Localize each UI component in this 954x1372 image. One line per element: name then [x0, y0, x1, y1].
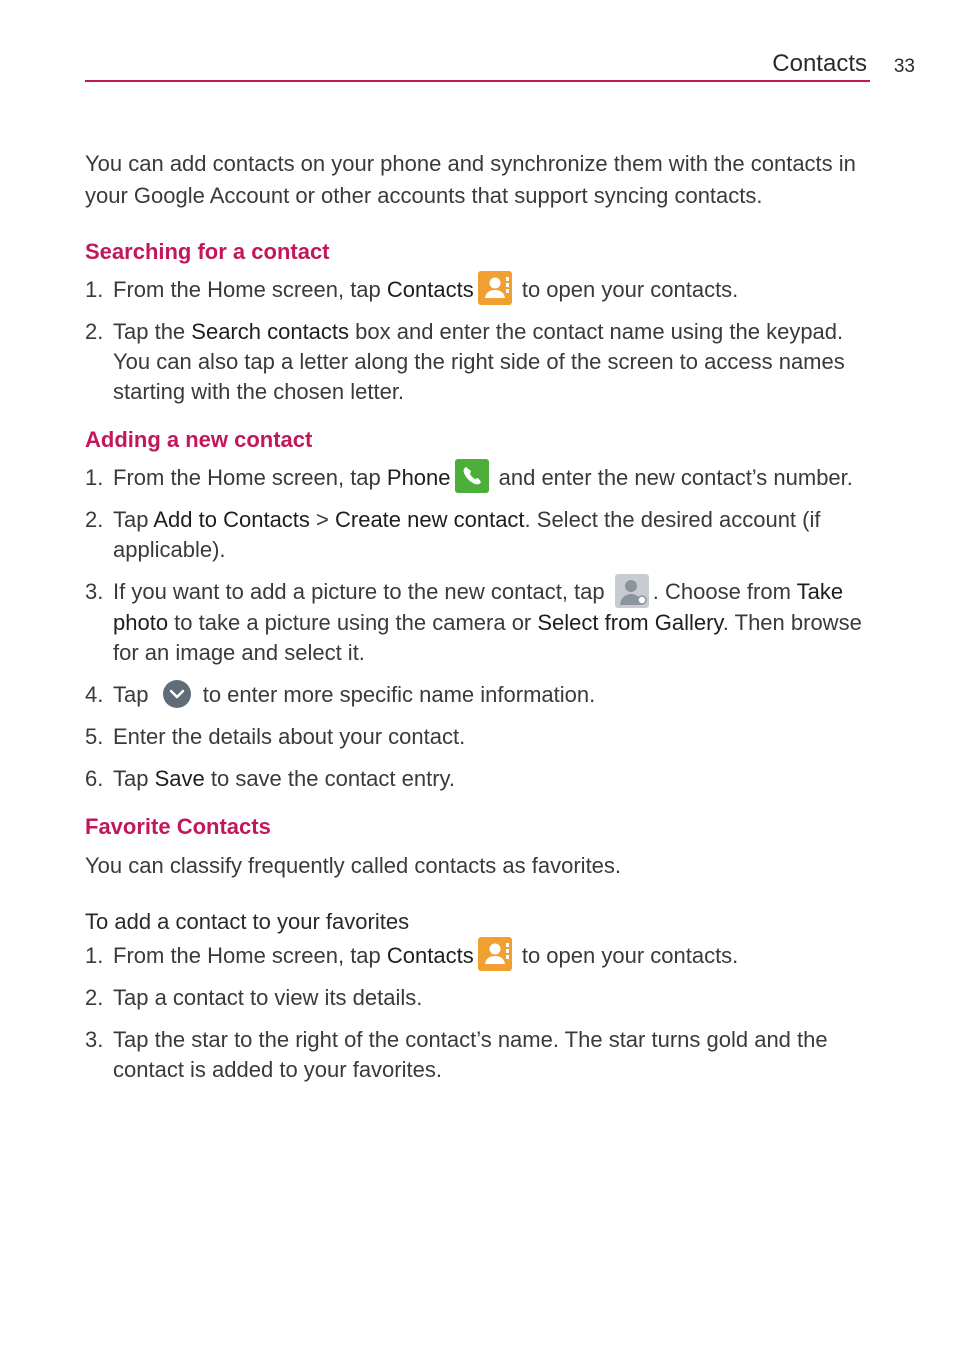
list-item: 6. Tap Save to save the contact entry.: [85, 765, 456, 791]
contact-photo-icon: [615, 574, 649, 608]
page-content: [85, 148, 875, 1103]
searching-steps: [85, 275, 875, 407]
list-item: 2. Tap a contact to view its details.: [85, 985, 423, 1011]
list-item: 4. Tap to enter more specific name information.: [85, 681, 596, 707]
header-rule: [85, 80, 870, 82]
heading-adding: Adding a new contact: [85, 427, 313, 453]
list-item: 1. From the Home screen, tap Phone and enter the new contact’s number.: [85, 463, 875, 493]
contacts-app-icon: [478, 271, 512, 305]
list-item: 1. From the Home screen, tap Contacts to open your contacts.: [85, 275, 875, 305]
heading-favorites: Favorite Contacts: [85, 813, 271, 839]
intro-paragraph: You can add contacts on your phone and synchronize them with the contacts in your Google Account or other accounts that support syncing contacts.: [85, 151, 856, 208]
section-adding: [85, 425, 875, 793]
list-item: 5. Enter the details about your contact.: [85, 723, 466, 749]
section-searching: [85, 237, 875, 407]
list-item: 1. From the Home screen, tap Contacts to open your contacts.: [85, 941, 875, 971]
phone-app-icon: [455, 459, 489, 493]
page-number: 33: [893, 56, 915, 77]
favorites-intro: You can classify frequently called contacts as favorites.: [85, 852, 622, 878]
header-title: Contacts: [772, 50, 867, 77]
list-item: 3. Tap the star to the right of the contact’s name. The star turns gold and the contact is added to your favorites.: [85, 1027, 828, 1083]
list-item: 2. Tap the Search contacts box and enter the contact name using the keypad. You can also tap a letter along the right side of the screen to access names starting with the chosen letter.: [85, 319, 845, 405]
adding-steps: [85, 463, 875, 793]
contacts-app-icon: [478, 937, 512, 971]
heading-searching: Searching for a contact: [85, 239, 330, 264]
section-favorites: [85, 812, 875, 1086]
favorites-steps: [85, 941, 875, 1085]
list-item: 3. If you want to add a picture to the new contact, tap . Choose from Take photo to take a picture using the camera or Select from Gallery. Then browse for an image and select it.: [85, 577, 875, 667]
list-item: 2. Tap Add to Contacts > Create new contact. Select the desired account (if applicable).: [85, 507, 821, 563]
chevron-down-icon: [163, 680, 191, 708]
page-header: [85, 50, 915, 84]
subheading-add-favorites: To add a contact to your favorites: [85, 909, 410, 935]
